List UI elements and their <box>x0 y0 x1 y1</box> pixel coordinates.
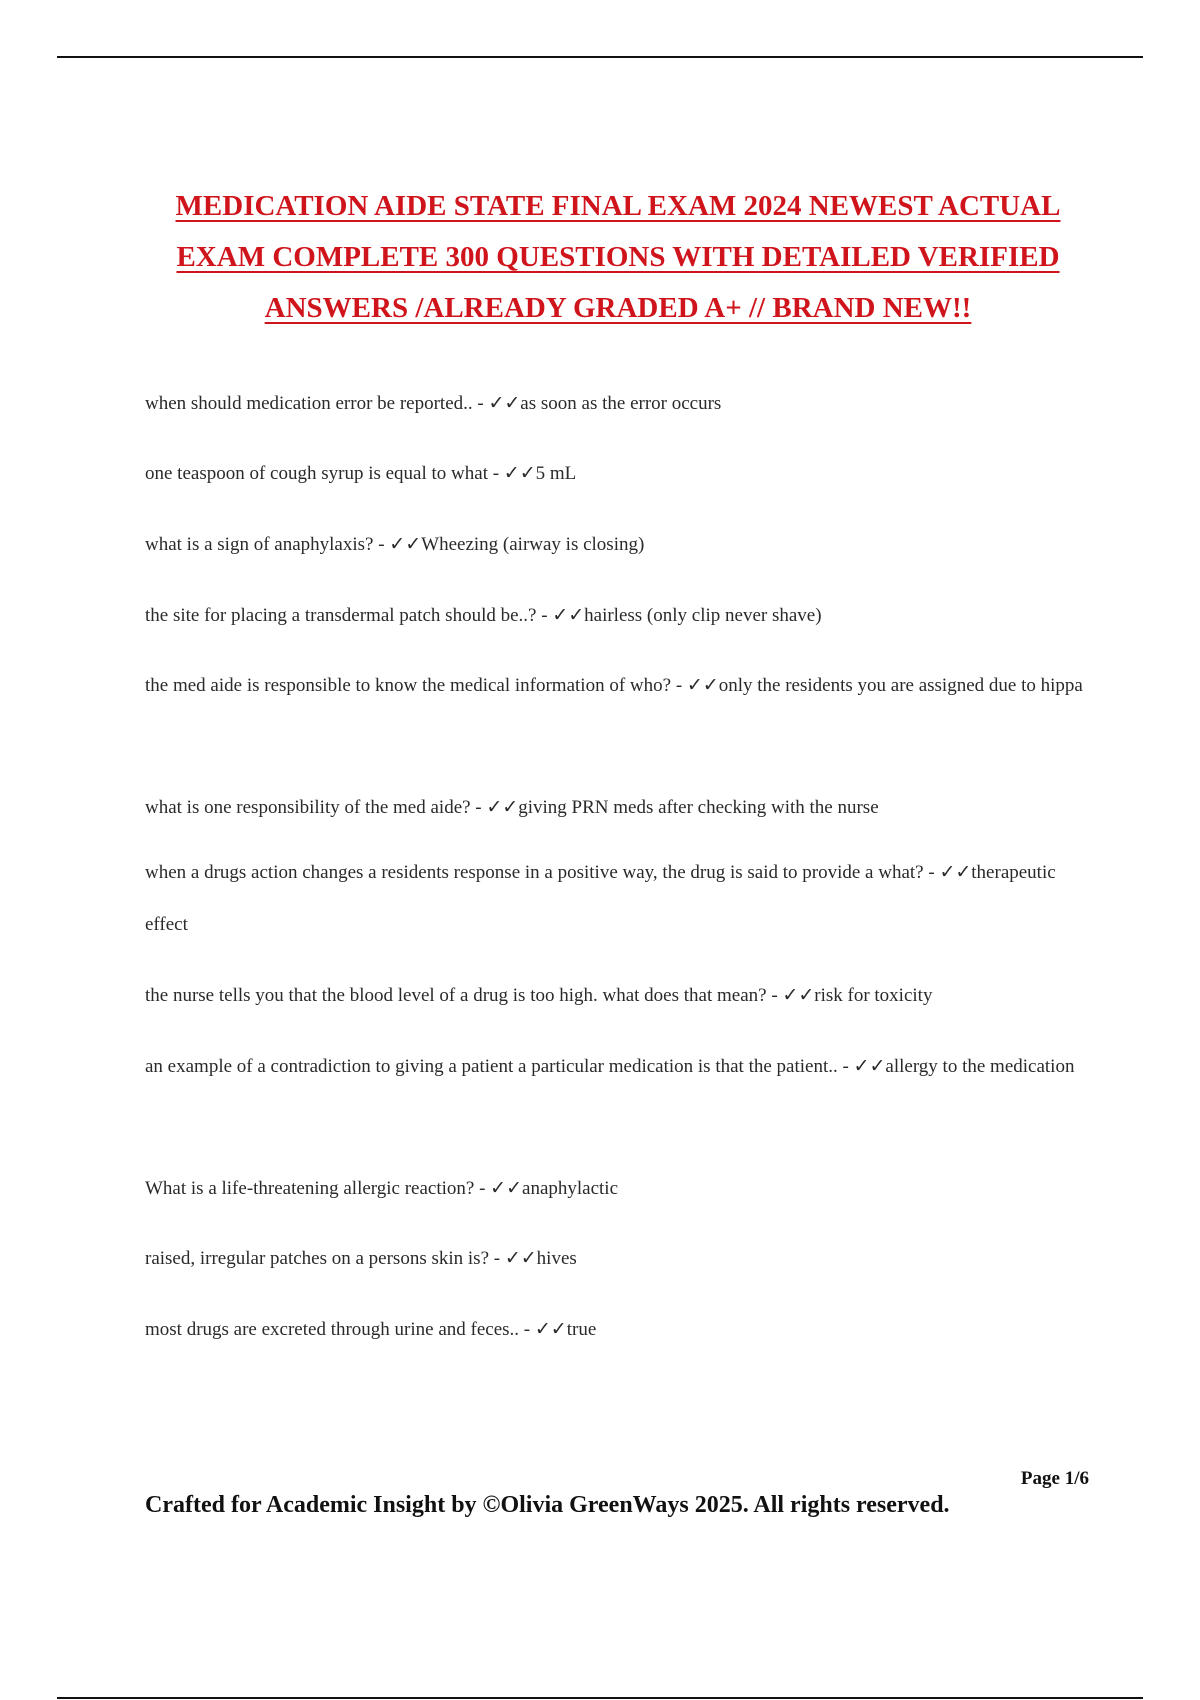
qa-item: when a drugs action changes a residents response in a positive way, the drug is said to provide a what? - ✓✓therapeutic effect <box>145 862 1056 935</box>
qa-item: raised, irregular patches on a persons skin is? - ✓✓hives <box>145 1248 577 1269</box>
footer-rule <box>57 1697 1143 1699</box>
qa-item: most drugs are excreted through urine and feces.. - ✓✓true <box>145 1319 597 1340</box>
qa-item: the med aide is responsible to know the medical information of who? - ✓✓only the residents you are assigned due to hippa <box>145 675 1083 696</box>
page-number: Page 1/6 <box>1020 1468 1089 1489</box>
qa-item: what is one responsibility of the med aide? - ✓✓giving PRN meds after checking with the nurse <box>145 797 879 818</box>
footer-copyright: Crafted for Academic Insight by ©Olivia GreenWays 2025. All rights reserved. <box>145 1492 950 1518</box>
qa-item: the nurse tells you that the blood level of a drug is too high. what does that mean? - ✓✓risk for toxicity <box>145 985 933 1006</box>
qa-item: the site for placing a transdermal patch should be..? - ✓✓hairless (only clip never shave) <box>145 605 822 626</box>
title-line-3: ANSWERS /ALREADY GRADED A+ // BRAND NEW!! <box>264 292 972 325</box>
qa-item: an example of a contradiction to giving a patient a particular medication is that the patient.. - ✓✓allergy to the medication <box>145 1056 1075 1077</box>
qa-item: What is a life-threatening allergic reaction? - ✓✓anaphylactic <box>145 1178 619 1199</box>
document-title <box>120 181 1116 334</box>
qa-item: one teaspoon of cough syrup is equal to what - ✓✓5 mL <box>145 463 577 484</box>
qa-item: when should medication error be reported.. - ✓✓as soon as the error occurs <box>145 393 722 414</box>
title-line-1: MEDICATION AIDE STATE FINAL EXAM 2024 NEWEST ACTUAL <box>175 190 1061 223</box>
title-line-2: EXAM COMPLETE 300 QUESTIONS WITH DETAILED VERIFIED <box>176 241 1060 274</box>
qa-item: what is a sign of anaphylaxis? - ✓✓Wheezing (airway is closing) <box>145 534 645 555</box>
header-rule <box>57 56 1143 58</box>
